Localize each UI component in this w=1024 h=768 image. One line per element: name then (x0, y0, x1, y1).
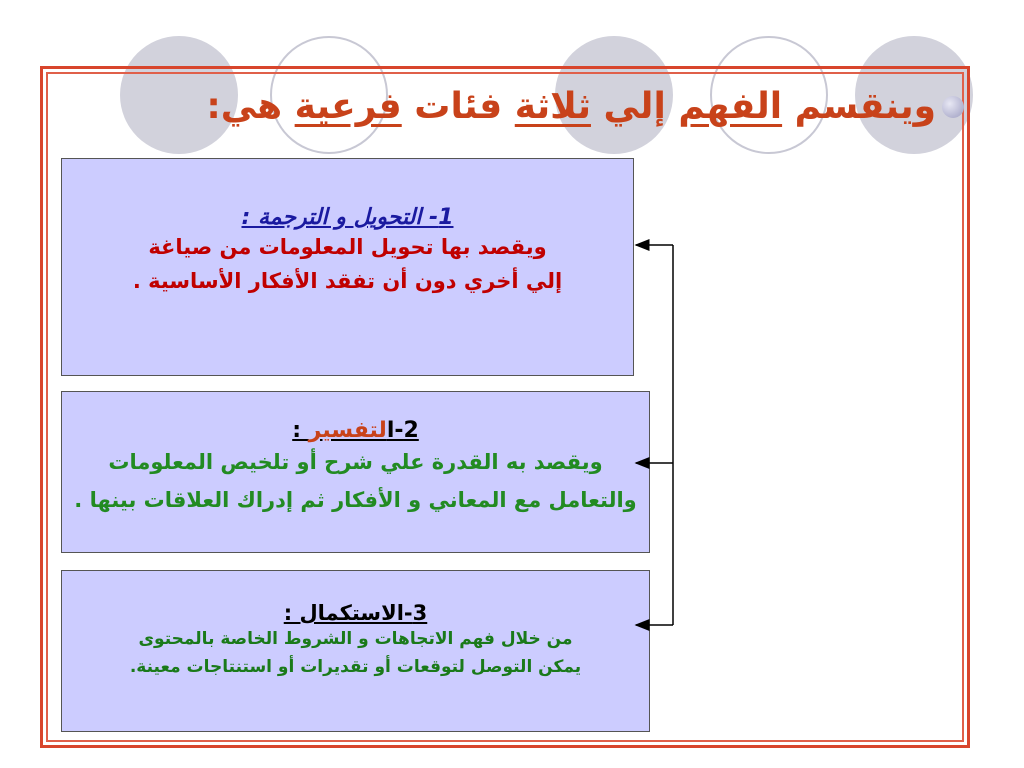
item-line: من خلال فهم الاتجاهات و الشروط الخاصة بالمحتوى (138, 629, 573, 649)
item-heading: 2-التفسير : (292, 418, 419, 443)
item-line: إلي أخري دون أن تفقد الأفكار الأساسية . (132, 269, 563, 293)
item-line: يمكن التوصل لتوقعات أو تقديرات أو استنتاجات معينة. (129, 657, 582, 677)
item-heading: 1- التحويل و الترجمة : (241, 205, 454, 230)
item-line: والتعامل مع المعاني و الأفكار ثم إدراك العلاقات بينها . (74, 488, 637, 512)
item-heading: 3-الاستكمال : (283, 601, 428, 625)
item-line: ويقصد به القدرة علي شرح أو تلخيص المعلومات (108, 450, 603, 474)
item-line: ويقصد بها تحويل المعلومات من صياغة (148, 235, 547, 259)
title-text: وينقسم الفهم إلي ثلاثة فئات فرعية هي: (206, 86, 936, 127)
